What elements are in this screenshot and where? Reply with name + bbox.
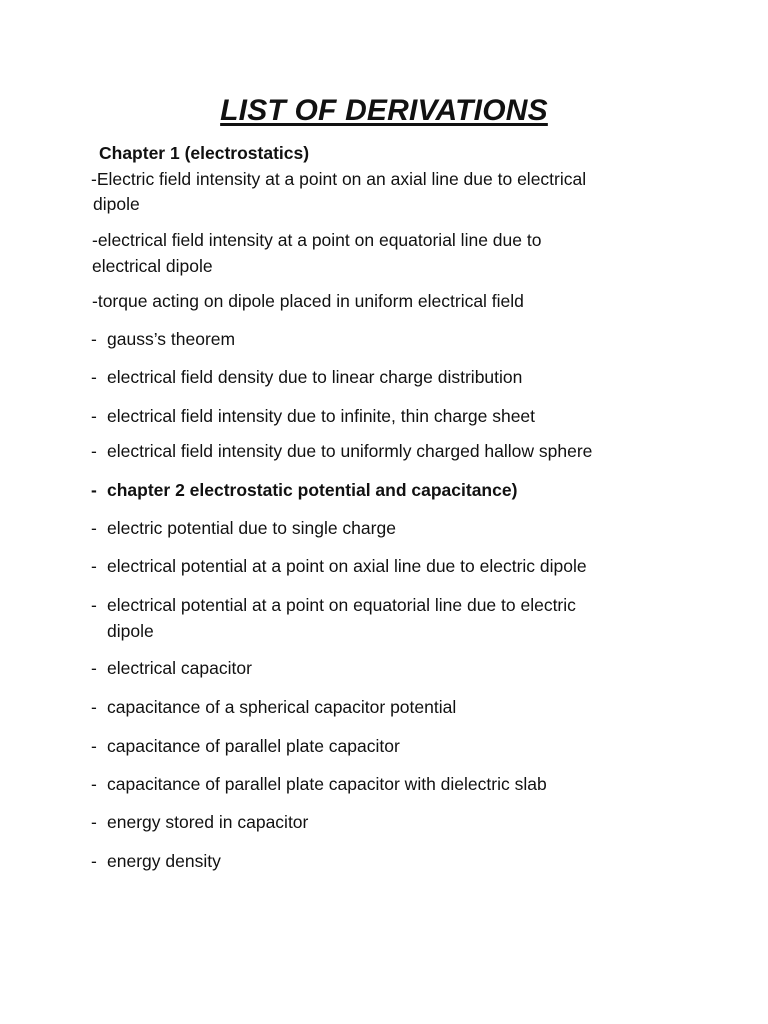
chapter-1-item-1-line-2: dipole	[93, 194, 140, 214]
bullet-dash: -	[91, 518, 97, 538]
chapter-1-item-2-line-2: electrical dipole	[92, 256, 213, 276]
bullet-dash: -	[91, 697, 97, 717]
list-item	[91, 655, 691, 681]
list-item	[91, 771, 691, 797]
list-item-text: electrical field intensity due to infinite, thin charge sheet	[107, 406, 536, 426]
list-item	[91, 403, 691, 429]
list-item-text: electrical capacitor	[107, 658, 252, 678]
list-item	[91, 553, 691, 579]
list-item-text: electrical field density due to linear charge distribution	[107, 367, 523, 387]
list-item	[91, 364, 691, 390]
list-item-text: energy density	[107, 851, 221, 871]
bullet-dash: -	[91, 367, 97, 387]
list-item-text-continued: dipole	[107, 621, 154, 641]
chapter-2-heading	[91, 477, 691, 503]
list-item-text: energy stored in capacitor	[107, 812, 309, 832]
list-item	[91, 438, 691, 464]
bullet-dash: -	[91, 329, 97, 349]
bullet-dash: -	[91, 736, 97, 756]
list-item-text: capacitance of parallel plate capacitor with dielectric slab	[107, 774, 547, 794]
bullet-dash: -	[91, 441, 97, 461]
list-item	[91, 326, 691, 352]
chapter-1-heading: Chapter 1 (electrostatics)	[99, 143, 310, 163]
bullet-dash: -	[91, 406, 97, 426]
chapter-1-item-2-line-1: -electrical field intensity at a point on equatorial line due to	[92, 230, 542, 250]
list-item	[91, 694, 691, 720]
list-item-text: gauss’s theorem	[107, 329, 236, 349]
bullet-dash: -	[91, 851, 97, 871]
list-item-text: electrical field intensity due to uniformly charged hallow sphere	[107, 441, 593, 461]
bullet-dash: -	[91, 658, 97, 678]
bullet-dash: -	[91, 556, 97, 576]
list-item-text: capacitance of a spherical capacitor potential	[107, 697, 457, 717]
bullet-dash: -	[91, 812, 97, 832]
bullet-dash: -	[91, 774, 97, 794]
list-item	[91, 848, 691, 874]
list-item-text: chapter 2 electrostatic potential and capacitance)	[107, 480, 518, 500]
list-item-text: electrical potential at a point on equatorial line due to electric	[107, 595, 576, 615]
list-item	[91, 515, 691, 541]
list-item-text: capacitance of parallel plate capacitor	[107, 736, 400, 756]
page-title: LIST OF DERIVATIONS	[220, 94, 548, 127]
list-item	[91, 809, 691, 835]
list-item-text: electrical potential at a point on axial line due to electric dipole	[107, 556, 587, 576]
chapter-1-item-3: -torque acting on dipole placed in uniform electrical field	[92, 291, 524, 311]
list-item	[91, 733, 691, 759]
list-item	[91, 592, 691, 644]
list-item-text: electric potential due to single charge	[107, 518, 396, 538]
chapter-1-item-1-line-1: -Electric field intensity at a point on an axial line due to electrical	[91, 169, 587, 189]
bullet-dash: -	[91, 480, 97, 500]
bullet-dash: -	[91, 595, 97, 615]
